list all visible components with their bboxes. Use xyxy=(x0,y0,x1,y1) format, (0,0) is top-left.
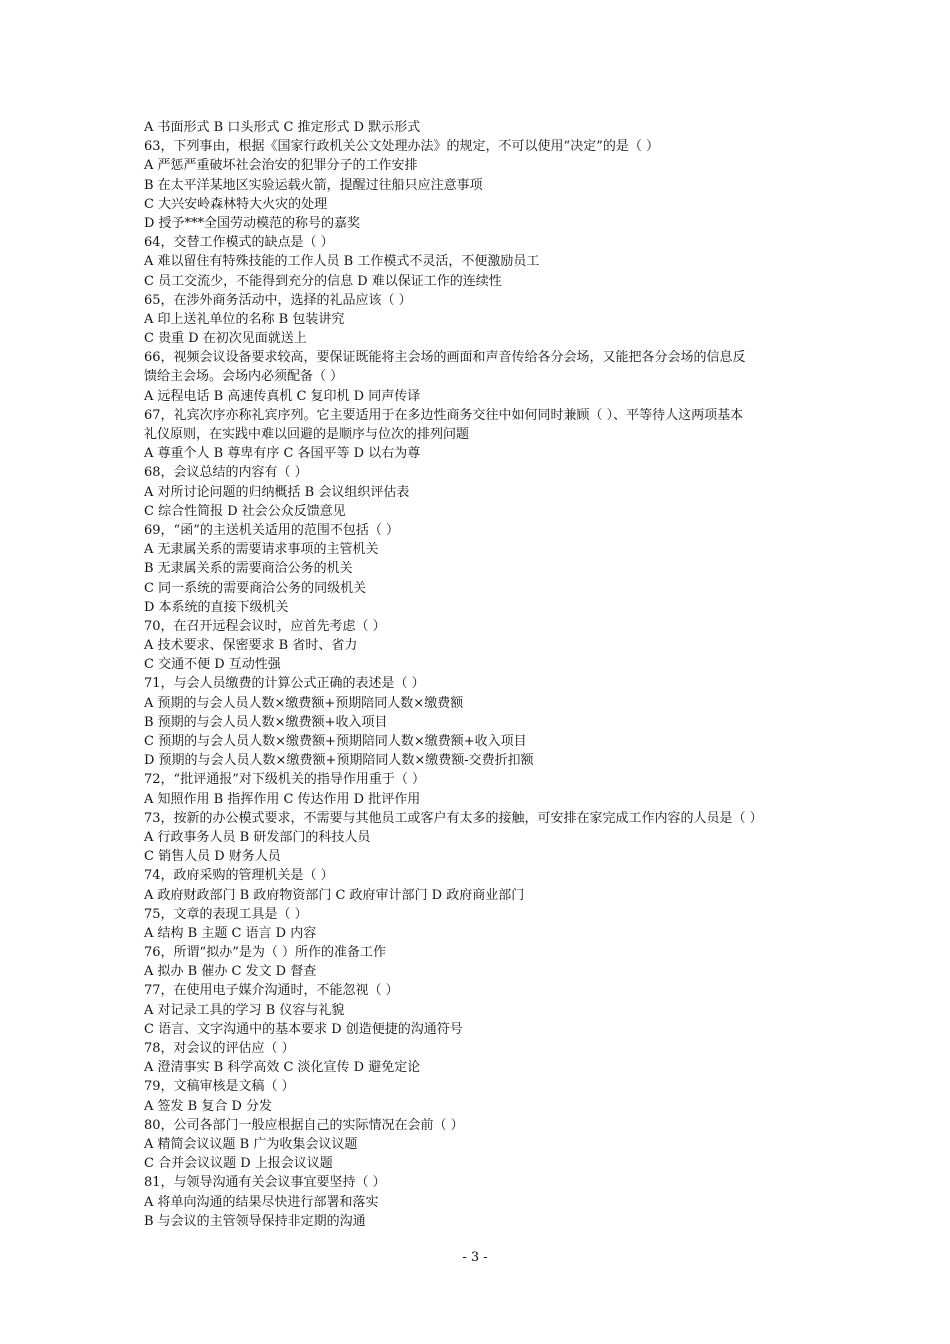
text-line: C 综合性简报 D 社会公众反馈意见 xyxy=(144,503,346,519)
text-line: 65，在涉外商务活动中，选择的礼品应该（ ） xyxy=(144,292,412,308)
text-line: A 政府财政部门 B 政府物资部门 C 政府审计部门 D 政府商业部门 xyxy=(144,887,525,903)
text-line: 74，政府采购的管理机关是（ ） xyxy=(144,868,334,884)
text-line: 81，与领导沟通有关会议事宜要坚持（ ） xyxy=(144,1175,386,1191)
text-line: 72，“批评通报”对下级机关的指导作用重于（ ） xyxy=(144,772,425,788)
text-line: 77，在使用电子媒介沟通时，不能忽视（ ） xyxy=(144,983,399,999)
text-line: D 本系统的直接下级机关 xyxy=(144,599,289,615)
text-line: A 印上送礼单位的名称 B 包装讲究 xyxy=(144,311,345,327)
text-line: D 预期的与会人员人数×缴费额+预期陪同人数×缴费额-交费折扣额 xyxy=(144,753,534,769)
text-line: 76，所谓“拟办”是为（ ）所作的准备工作 xyxy=(144,945,386,961)
text-line: 68，会议总结的内容有（ ） xyxy=(144,465,308,481)
text-line: A 预期的与会人员人数×缴费额+预期陪同人数×缴费额 xyxy=(144,695,464,711)
text-line: A 书面形式 B 口头形式 C 推定形式 D 默示形式 xyxy=(144,120,421,135)
text-line: A 远程电话 B 高速传真机 C 复印机 D 同声传译 xyxy=(144,388,421,404)
text-line: C 大兴安岭森林特大火灾的处理 xyxy=(144,196,328,212)
text-line: 78，对会议的评估应（ ） xyxy=(144,1041,295,1056)
text-line: 67，礼宾次序亦称礼宾序列。它主要适用于在多边性商务交往中如何同时兼顾（ ）、平等待人这两项基本 xyxy=(144,407,744,423)
text-line: A 无隶属关系的需要请求事项的主管机关 xyxy=(144,542,379,558)
text-line: C 交通不便 D 互动性强 xyxy=(144,657,281,673)
text-line: A 尊重个人 B 尊卑有序 C 各国平等 D 以右为尊 xyxy=(144,446,421,462)
text-line: C 销售人员 D 财务人员 xyxy=(144,849,281,865)
text-line: 69，“函”的主送机关适用的范围不包括（ ） xyxy=(144,522,399,538)
text-line: 80，公司各部门一般应根据自己的实际情况在会前（ ） xyxy=(144,1117,464,1133)
text-line: A 拟办 B 催办 C 发文 D 督查 xyxy=(144,964,317,980)
text-line: A 严惩严重破坏社会治安的犯罪分子的工作安排 xyxy=(144,158,418,174)
text-line: 64，交替工作模式的缺点是（ ） xyxy=(144,235,334,251)
text-line: C 员工交流少，不能得到充分的信息 D 难以保证工作的连续性 xyxy=(144,273,502,289)
text-line: 75，文章的表现工具是（ ） xyxy=(144,906,308,922)
page-number: - 3 - xyxy=(462,1250,488,1265)
text-line: A 对记录工具的学习 B 仪容与礼貌 xyxy=(144,1002,345,1018)
text-line: 礼仪原则，在实践中难以回避的是顺序与位次的排列问题 xyxy=(144,427,470,442)
text-line: 73，按新的办公模式要求，不需要与其他员工或客户有太多的接触，可安排在家完成工作内容的人员是（ ） xyxy=(144,810,763,826)
text-line: 79，文稿审核是文稿（ ） xyxy=(144,1079,295,1095)
text-line: A 澄清事实 B 科学高效 C 淡化宣传 D 避免定论 xyxy=(144,1060,421,1076)
text-line: A 对所讨论问题的归纳概括 B 会议组织评估表 xyxy=(144,484,410,500)
text-line: 63，下列事由，根据《国家行政机关公文处理办法》的规定，不可以使用“决定”的是（ ） xyxy=(144,139,659,155)
text-line: C 贵重 D 在初次见面就送上 xyxy=(144,331,307,347)
text-line: A 难以留住有特殊技能的工作人员 B 工作模式不灵活，不便激励员工 xyxy=(144,254,540,270)
text-line: A 将单向沟通的结果尽快进行部署和落实 xyxy=(144,1194,379,1210)
text-line: A 知照作用 B 指挥作用 C 传达作用 D 批评作用 xyxy=(144,791,421,807)
document-body xyxy=(144,118,824,1231)
text-line: B 预期的与会人员人数×缴费额+收入项目 xyxy=(144,714,388,730)
text-line: B 无隶属关系的需要商洽公务的机关 xyxy=(144,561,353,577)
text-line: B 在太平洋某地区实验运载火箭，提醒过往船只应注意事项 xyxy=(144,177,483,193)
text-line: A 行政事务人员 B 研发部门的科技人员 xyxy=(144,829,371,845)
text-line: A 结构 B 主题 C 语言 D 内容 xyxy=(144,925,317,941)
text-line: A 精简会议议题 B 广为收集会议议题 xyxy=(144,1136,358,1152)
text-line: A 技术要求、保密要求 B 省时、省力 xyxy=(144,638,358,654)
text-line: C 同一系统的需要商洽公务的同级机关 xyxy=(144,580,367,596)
text-line: A 签发 B 复合 D 分发 xyxy=(144,1098,273,1114)
text-line: C 预期的与会人员人数×缴费额+预期陪同人数×缴费额+收入项目 xyxy=(144,734,527,749)
text-line: C 合并会议议题 D 上报会议议题 xyxy=(144,1156,333,1172)
text-line: 71，与会人员缴费的计算公式正确的表述是（ ） xyxy=(144,676,425,692)
text-line: D 授予***全国劳动模范的称号的嘉奖 xyxy=(144,215,361,231)
text-line: 70，在召开远程会议时，应首先考虑（ ） xyxy=(144,618,386,634)
text-line: 馈给主会场。会场内必须配备（ ） xyxy=(144,369,344,385)
text-line: 66，视频会议设备要求较高，要保证既能将主会场的画面和声音传给各分会场，又能把各分会场的信息反 xyxy=(144,350,746,366)
text-line: B 与会议的主管领导保持非定期的沟通 xyxy=(144,1213,366,1229)
text-line: C 语言、文字沟通中的基本要求 D 创造便捷的沟通符号 xyxy=(144,1021,463,1037)
